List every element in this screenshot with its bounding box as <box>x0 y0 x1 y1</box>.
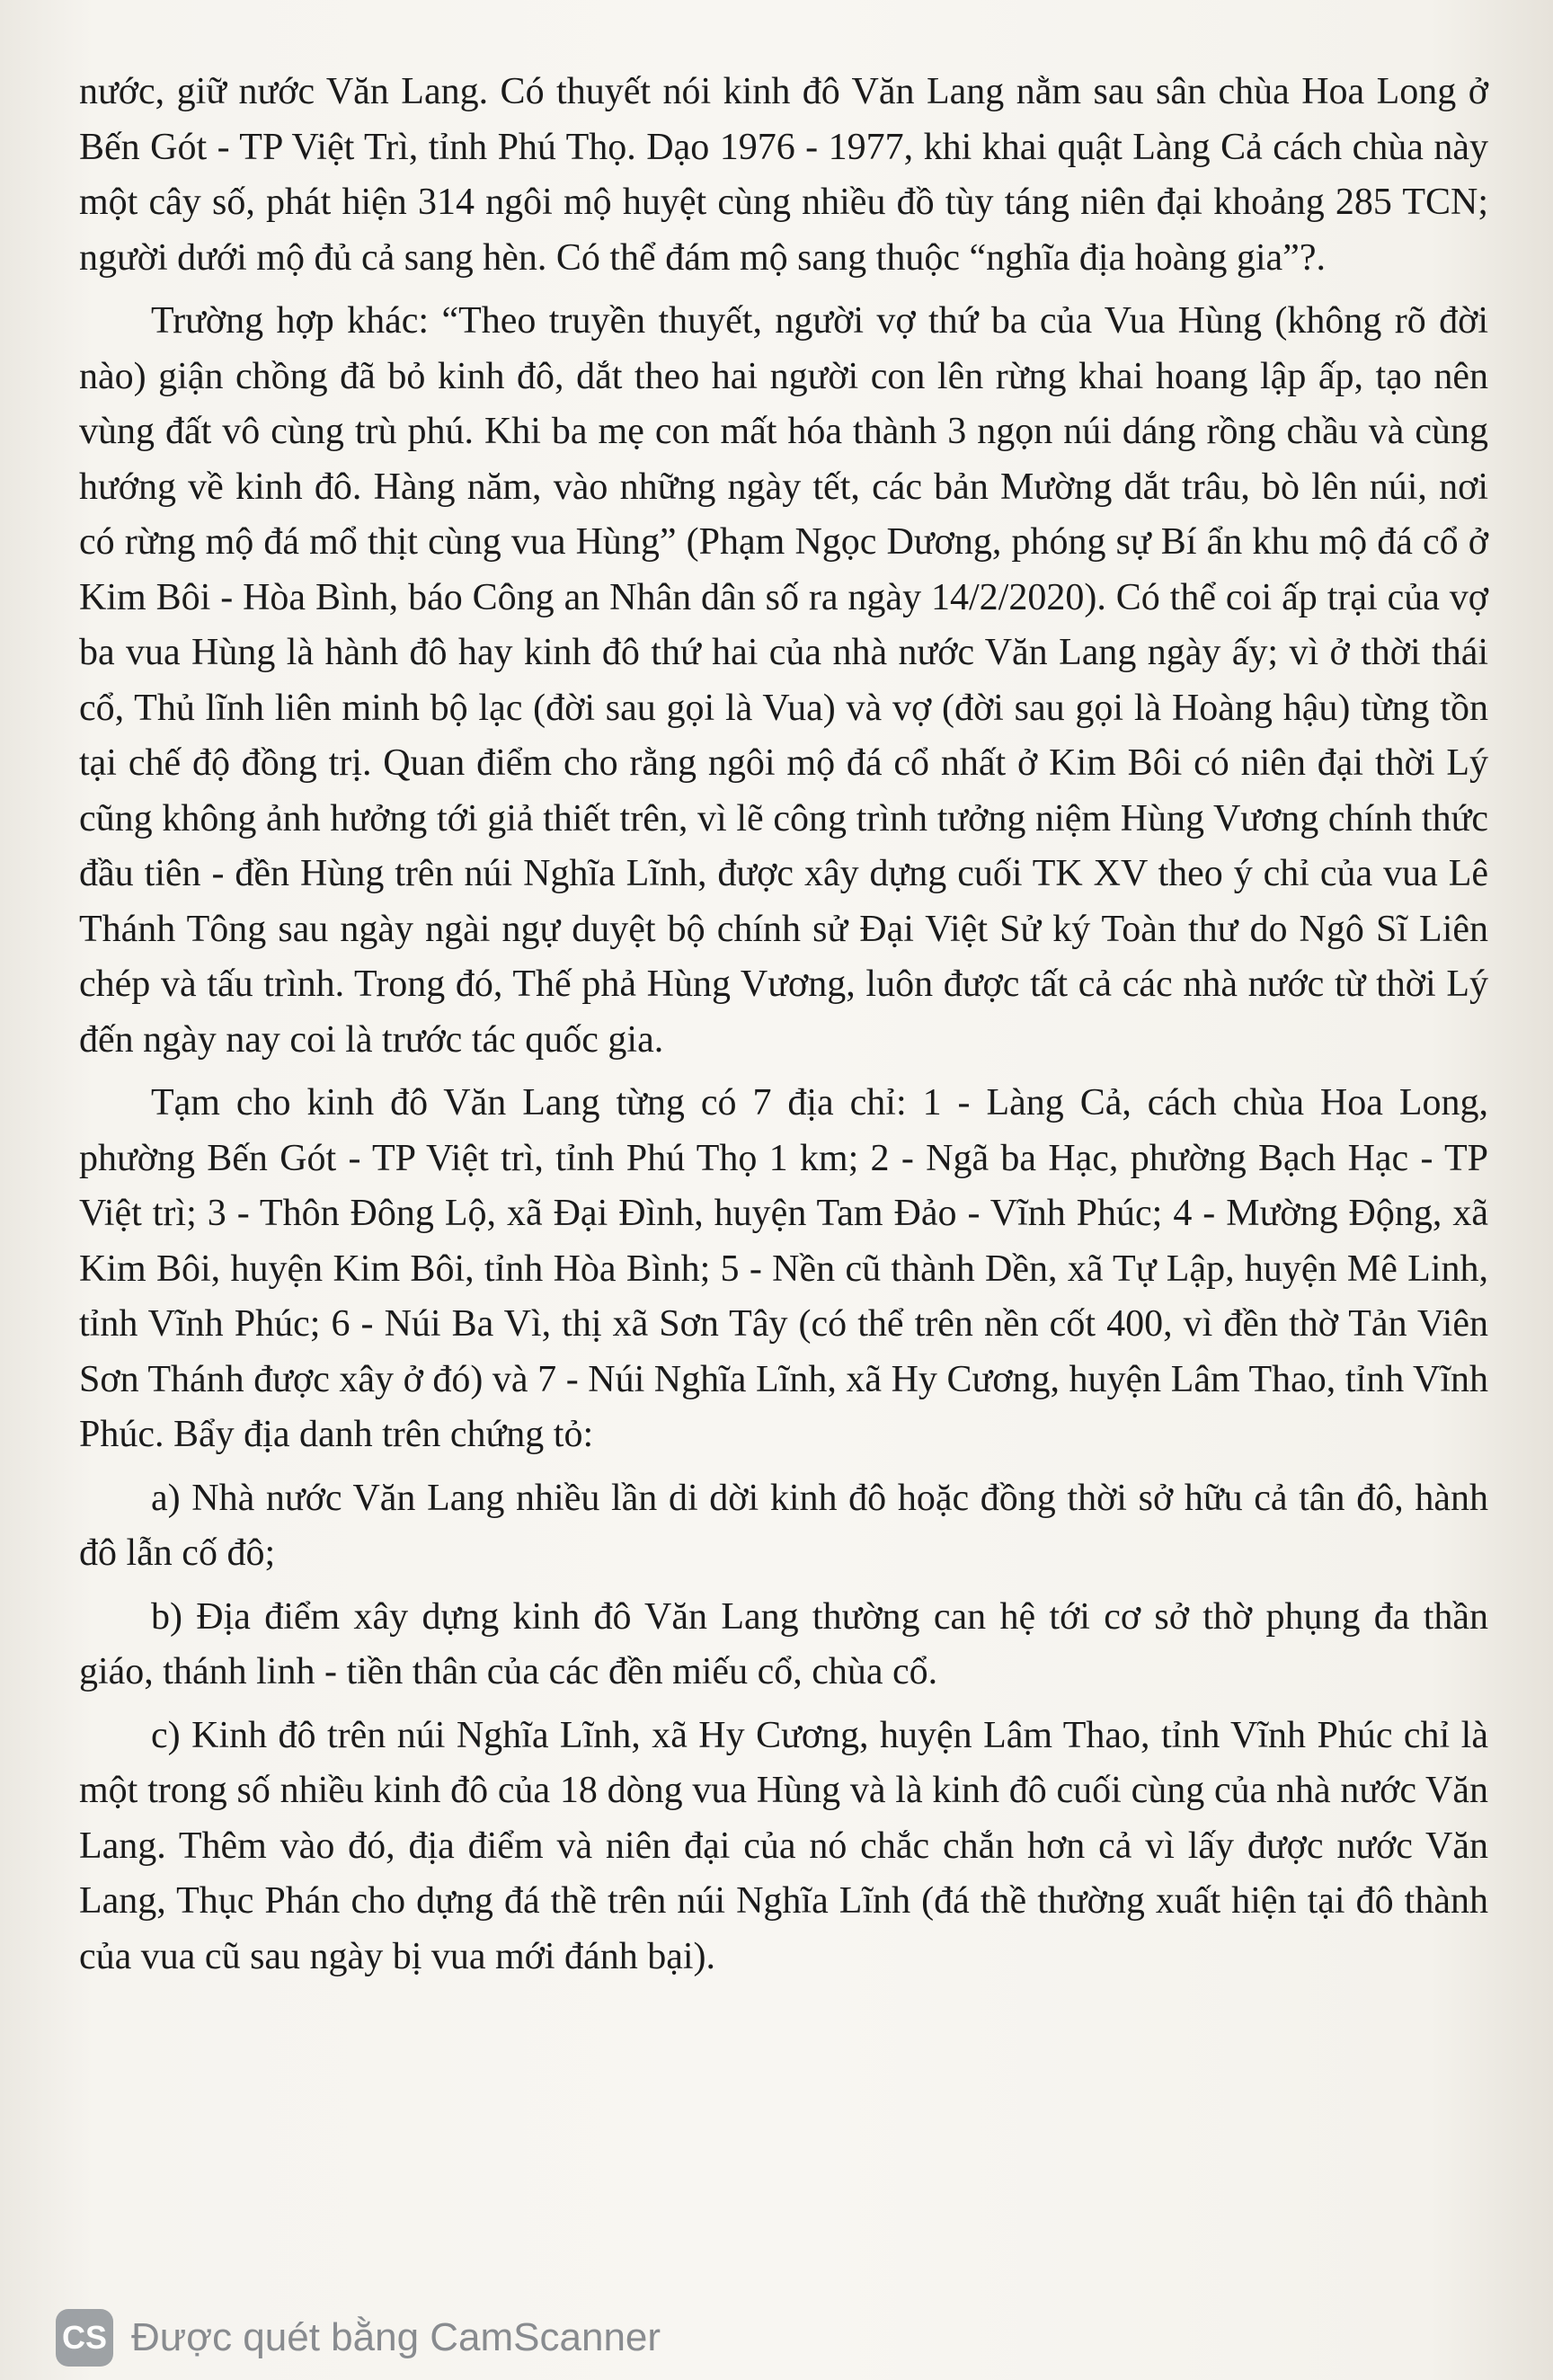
paragraph-3: Tạm cho kinh đô Văn Lang từng có 7 địa chỉ: 1 - Làng Cả, cách chùa Hoa Long, phường Bến Gót - TP Việt trì, tỉnh Phú Thọ 1 km; 2 - Ngã ba Hạc, phường Bạch Hạc - TP Việt trì; 3 - Thôn Đông Lộ, xã Đại Đình, huyện Tam Đảo - Vĩnh Phúc; 4 - Mường Động, xã Kim Bôi, huyện Kim Bôi, tỉnh Hòa Bình; 5 - Nền cũ thành Dền, xã Tự Lập, huyện Mê Linh, tỉnh Vĩnh Phúc; 6 - Núi Ba Vì, thị xã Sơn Tây (có thể trên nền cốt 400, vì đền thờ Tản Viên Sơn Thánh được xây ở đó) và 7 - Núi Nghĩa Lĩnh, xã Hy Cương, huyện Lâm Thao, tỉnh Vĩnh Phúc. Bẩy địa danh trên chứng tỏ: <box>79 1082 1488 1455</box>
paragraph-list-b: b) Địa điểm xây dựng kinh đô Văn Lang thường can hệ tới cơ sở thờ phụng đa thần giáo, thánh linh - tiền thân của các đền miếu cổ, chùa cổ. <box>79 1595 1488 1692</box>
camscanner-logo-icon: CS <box>56 2309 113 2367</box>
paragraph-list-a: a) Nhà nước Văn Lang nhiều lần di dời kinh đô hoặc đồng thời sở hữu cả tân đô, hành đô lẫn cố đô; <box>79 1477 1488 1574</box>
paragraph-1: nước, giữ nước Văn Lang. Có thuyết nói kinh đô Văn Lang nằm sau sân chùa Hoa Long ở Bến Gót - TP Việt Trì, tỉnh Phú Thọ. Dạo 1976 - 1977, khi khai quật Làng Cả cách chùa này một cây số, phát hiện 314 ngôi mộ huyệt cùng nhiều đồ tùy táng niên đại khoảng 285 TCN; người dưới mộ đủ cả sang hèn. Có thể đám mộ sang thuộc “nghĩa địa hoàng gia”?. <box>79 71 1488 279</box>
paragraph-2: Trường hợp khác: “Theo truyền thuyết, người vợ thứ ba của Vua Hùng (không rõ đời nào) giận chồng đã bỏ kinh đô, dắt theo hai người con lên rừng khai hoang lập ấp, tạo nên vùng đất vô cùng trù phú. Khi ba mẹ con mất hóa thành 3 ngọn núi dáng rồng chầu và cùng hướng về kinh đô. Hàng năm, vào những ngày tết, các bản Mường dắt trâu, bò lên núi, nơi có rừng mộ đá mổ thịt cùng vua Hùng” (Phạm Ngọc Dương, phóng sự Bí ẩn khu mộ đá cổ ở Kim Bôi - Hòa Bình, báo Công an Nhân dân số ra ngày 14/2/2020). Có thể coi ấp trại của vợ ba vua Hùng là hành đô hay kinh đô thứ hai của nhà nước Văn Lang ngày ấy; vì ở thời thái cổ, Thủ lĩnh liên minh bộ lạc (đời sau gọi là Vua) và vợ (đời sau gọi là Hoàng hậu) từng tồn tại chế độ đồng trị. Quan điểm cho rằng ngôi mộ đá cổ nhất ở Kim Bôi có niên đại thời Lý cũng không ảnh hưởng tới giả thiết trên, vì lẽ công trình tưởng niệm Hùng Vương chính thức đầu tiên - đền Hùng trên núi Nghĩa Lĩnh, được xây dựng cuối TK XV theo ý chỉ của vua Lê Thánh Tông sau ngày ngài ngự duyệt bộ chính sử Đại Việt Sử ký Toàn thư do Ngô Sĩ Liên chép và tấu trình. Trong đó, Thế phả Hùng Vương, luôn được tất cả các nhà nước từ thời Lý đến ngày nay coi là trước tác quốc gia. <box>79 300 1488 1061</box>
watermark-text: Được quét bằng CamScanner <box>131 2315 661 2359</box>
camscanner-watermark <box>56 2306 661 2369</box>
paragraph-list-c: c) Kinh đô trên núi Nghĩa Lĩnh, xã Hy Cương, huyện Lâm Thao, tỉnh Vĩnh Phúc chỉ là một trong số nhiều kinh đô của 18 dòng vua Hùng và là kinh đô cuối cùng của nhà nước Văn Lang. Thêm vào đó, địa điểm và niên đại của nó chắc chắn hơn cả vì lấy được nước Văn Lang, Thục Phán cho dựng đá thề trên núi Nghĩa Lĩnh (đá thề thường xuất hiện tại đô thành của vua cũ sau ngày bị vua mới đánh bại). <box>79 1714 1488 1977</box>
body-text <box>79 65 1488 1985</box>
